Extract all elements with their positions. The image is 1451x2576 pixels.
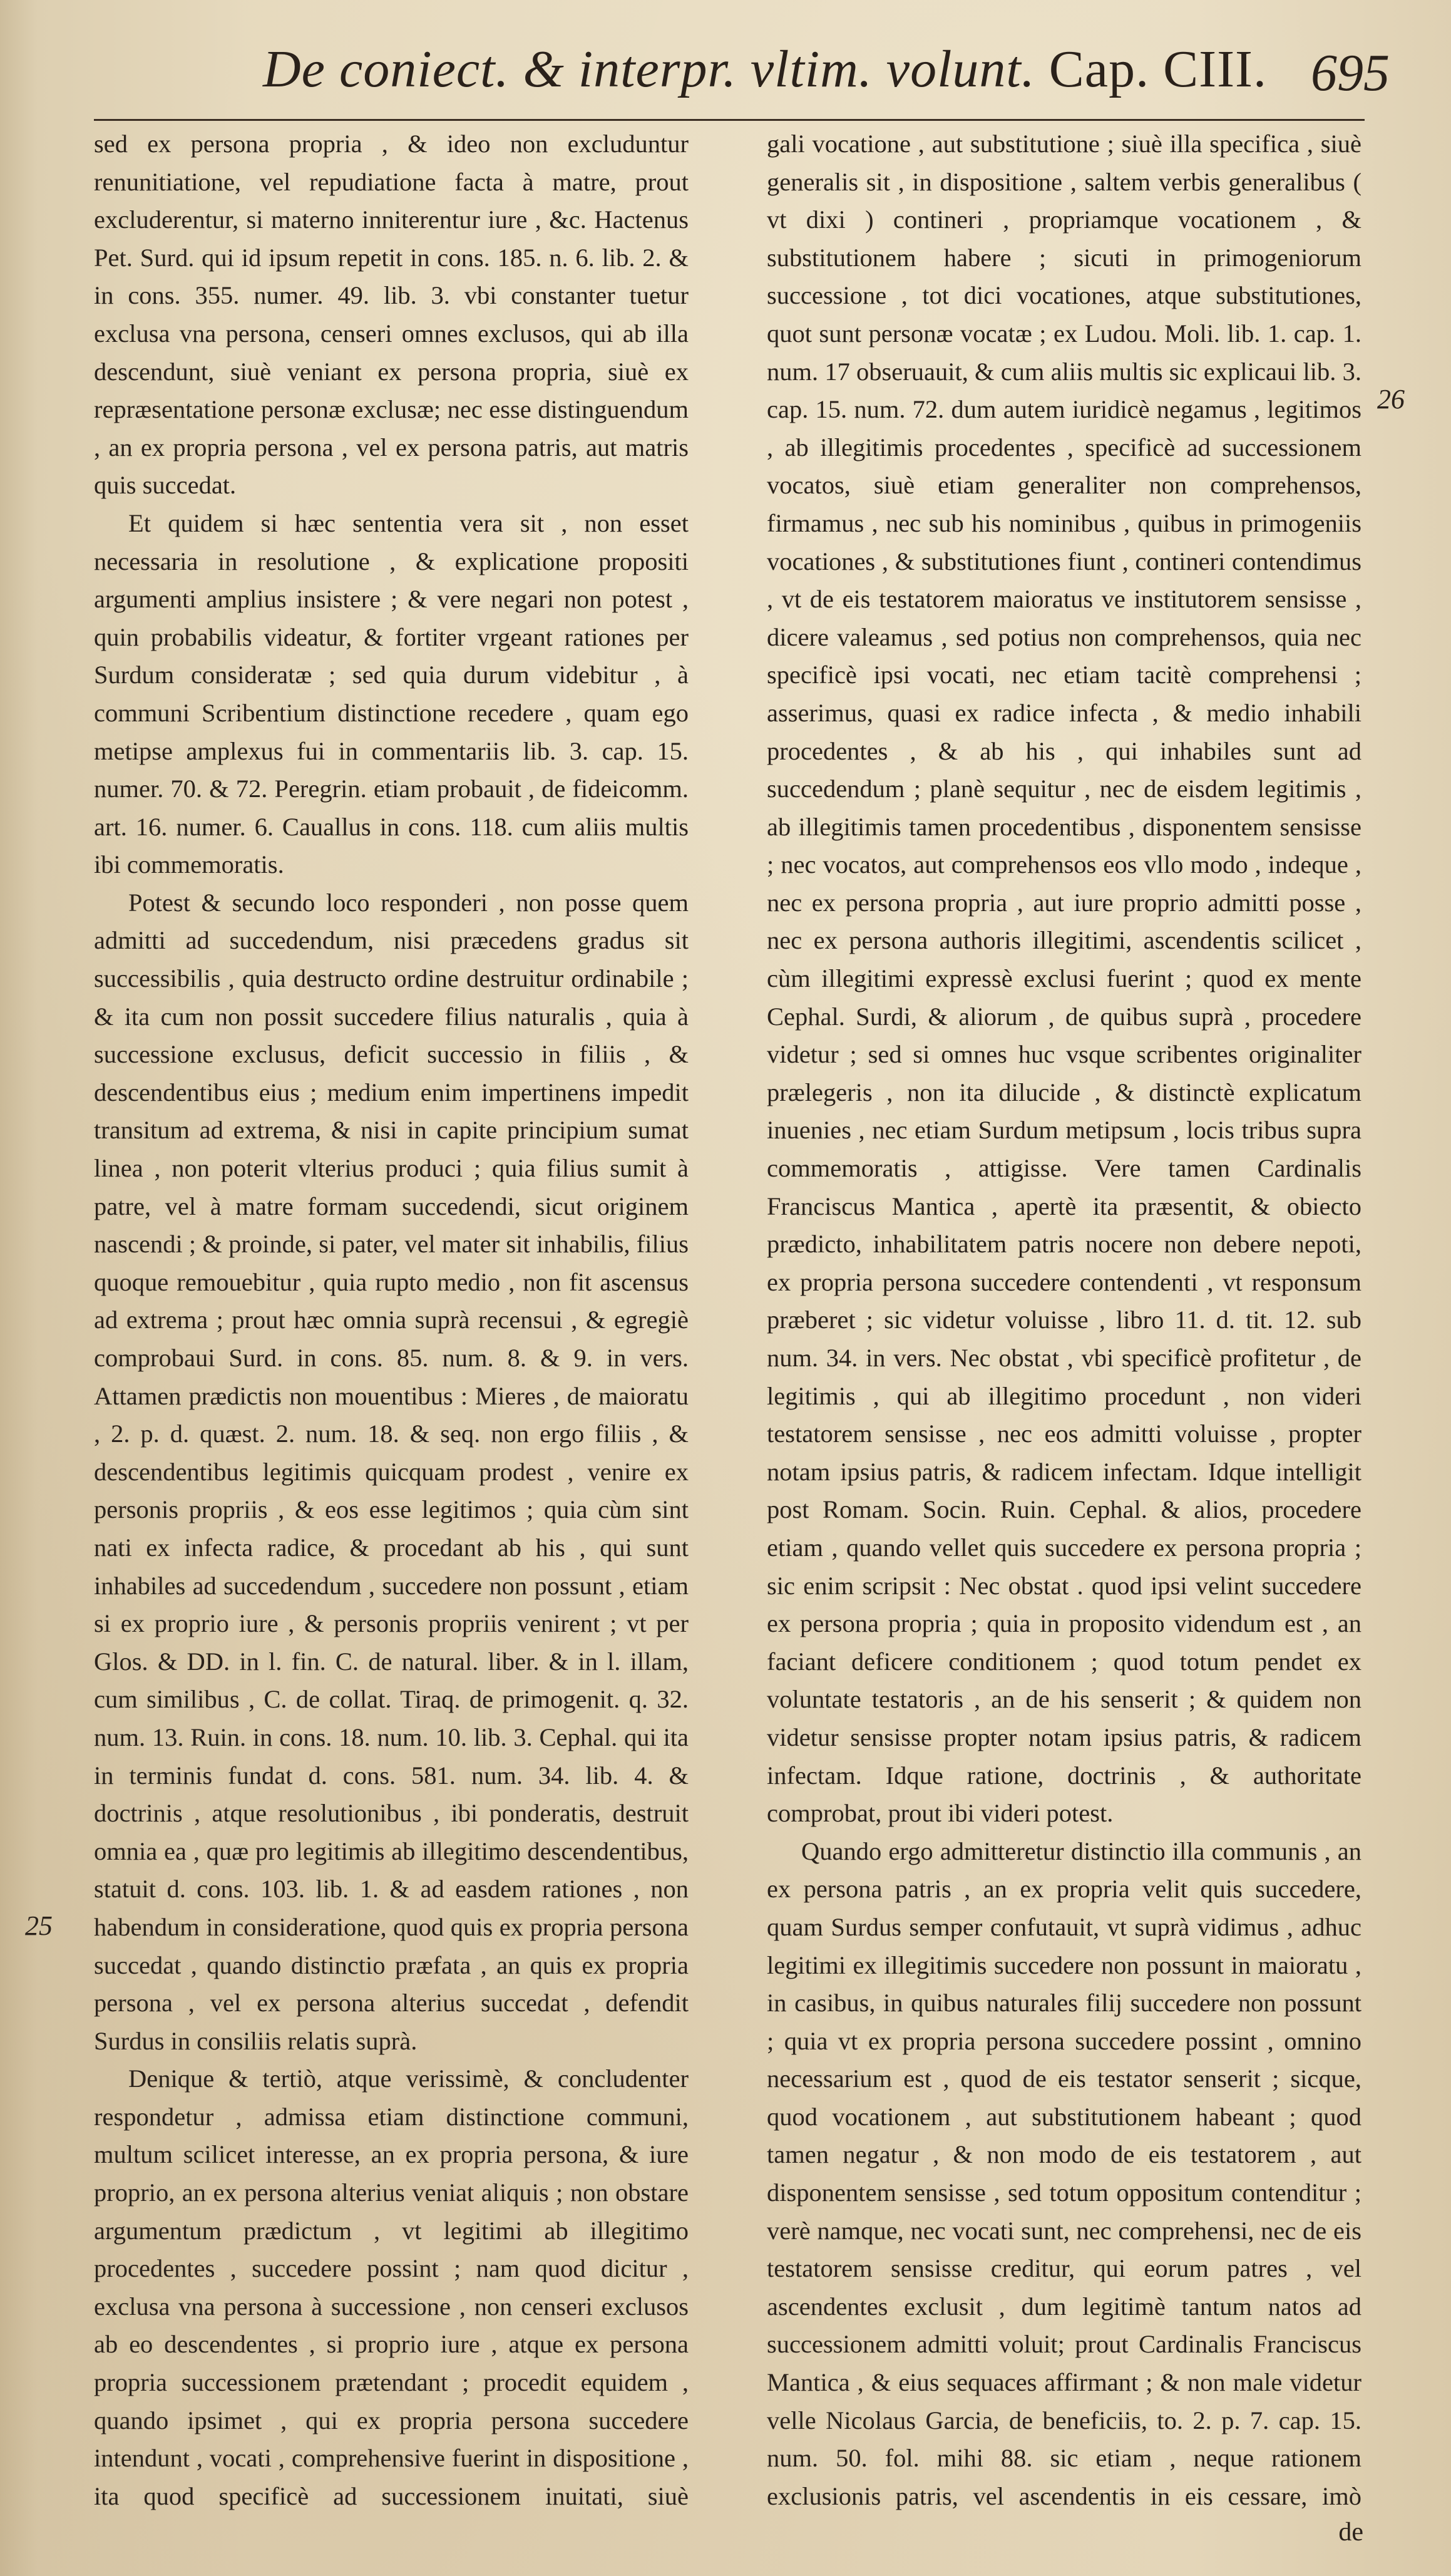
chapter-number: Cap. CIII.: [1049, 40, 1268, 98]
paragraph: Quando ergo admitteretur distinctio illa communis , an ex persona patris , an ex propria velit quis succedere, quam Surdus semper confutauit, vt suprà vidimus , adhuc legitimi ex illegitimis succedere non possunt in maioratu , in casibus, in quibus naturales filij succedere non possunt ; quia vt ex propria persona succedere possint , omnino necessarium est , quod de eis testator senserit ; sicque, quod vocationem , aut substitutionem habeant ; quod tamen negatur , & non modo de eis testatorem , aut disponentem sensisse , sed totum oppositum contenditur ; verè namque, nec vocati sunt, nec comprehensi, nec de eis testatorem sensisse creditur, qui eorum patres , vel ascendentes exclusit , dum legitimè tantum natos ad successionem admitti voluit; prout Cardinalis Franciscus Mantica , & eius sequaces affirmant ; & non male videtur velle Nicolaus Garcia, de beneficiis, to. 2. p. 7. cap. 15. num. 50. fol. mihi 88. sic etiam , neque rationem exclusionis patris, vel ascendentis in eis cessare, imò: [767, 1837, 1361, 2510]
paragraph: gali vocatione , aut substitutione ; siuè illa specifica , siuè generalis sit , in dispositione , saltem verbis generalibus ( vt dixi ) contineri , propriamque vocationem , & substitutionem habere ; sicuti in primogeniorum successione , tot dici vocationes, atque substitutiones, quot sunt personæ vocatæ ; ex Ludou. Moli. lib. 1. cap. 1. num. 17 obseruauit, & cum aliis multis sic explicaui lib. 3. cap. 15. num. 72. dum autem iuridicè negamus , legitimos , ab illegitimis procedentes , specificè ad successionem vocatos, siuè etiam generaliter non comprehensos, firmamus , nec sub his nominibus , quibus in primogeniis vocationes , & substitutiones fiunt , contineri contendimus , vt de eis testatorem maioratus ve institutorem sensisse , dicere valeamus , sed potius non comprehensos, quia nec specificè ipsi vocati, nec etiam tacitè comprehensi ; asserimus, quasi ex radice infecta , & medio inhabili procedentes , & ab his , qui inhabiles sunt ad succedendum ; planè sequitur , nec de eisdem legitimis , ab illegitimis tamen procedentibus , disponentem sensisse ; nec vocatos, aut comprehensos eos vllo modo , indeque , nec ex persona propria , aut iure proprio admitti posse , nec ex persona authoris illegitimi, ascendentis scilicet , cùm illegitimi expressè exclusi fuerint ; quod ex mente Cephal. Surdi, & aliorum , de quibus suprà , procedere videtur ; sed si omnes huc vsque scribentes originaliter prælegeris , non ita dilucide , & distinctè explicatum inuenies , nec etiam Surdum metipsum , locis tribus supra commemoratis , attigisse. Vere tamen Cardinalis Franciscus Mantica , apertè ita præsentit, & obiecto prædicto, inhabilitatem patris nocere non debere nepoti, ex propria persona succedere contendenti , vt responsum præberet ; sic videtur voluisse , libro 11. d. tit. 12. sub num. 34. in vers. Nec obstat , vbi specificè profitetur , de legitimis , qui ab illegitimo procedunt , non videri testatorem sensisse , nec eos admitti voluisse , propter notam ipsius patris, & radicem infectam. Idque intelligit post Romam. Socin. Ruin. Cephal. & alios, procedere etiam , quando vellet quis succedere ex persona propria ; sic enim scripsit : Nec obstat . quod ipsi velint succedere ex persona propria ; quia in proposito videndum est , an faciant deficere conditionem ; quod totum pendet ex voluntate testatoris , an de his senserit ; & quidem non videtur sensisse propter notam ipsius patris, & radicem infectam. Idque ratione, doctrinis , & authoritate comprobat, prout ibi videri potest.: [767, 130, 1361, 1828]
page-number: 695: [1311, 44, 1390, 102]
paragraph: Denique & tertiò, atque verissimè, & concludenter respondetur , admissa etiam distinctione communi, multum scilicet interesse, an ex propria persona, & iure proprio, an ex persona alterius veniat aliquis ; non obstare argumentum prædictum , vt legitimi ab illegitimo procedentes , succedere possint ; nam quod dicitur , exclusa vna persona à successione , non censeri exclusos ab eo descendentes , si proprio iure , atque ex persona propria successionem prætendant ; procedit equidem , quando ipsimet , qui ex propria persona succedere intendunt , vocati , comprehensive fuerint in dispositione , ita quod specificè ad successionem inuitati, siuè: [94, 2064, 689, 2510]
running-title-text: De coniect. & interpr. vltim. volunt.: [263, 40, 1035, 98]
catchword: de: [1338, 2518, 1363, 2547]
paragraph: Et quidem si hæc sententia vera sit , non esset necessaria in resolutione , & explicatione propositi argumenti amplius insistere ; & vere negari non potest , quin probabilis videatur, & fortiter vrgeant rationes per Surdum consideratæ ; sed quia durum videbitur , à communi Scribentium distinctione recedere , quam ego metipse amplexus fui in commentariis lib. 3. cap. 15. numer. 70. & 72. Peregrin. etiam probauit , de fideicomm. art. 16. numer. 6. Cauallus in cons. 118. cum aliis multis ibi commemoratis.: [94, 508, 689, 879]
paragraph: Potest & secundo loco responderi , non posse quem admitti ad succedendum, nisi præcedens gradus sit successibilis , quia destructo ordine destruitur ordinabile ; & ita cum non possit succedere filius naturalis , quia à successione exclusus, deficit successio in filiis , & descendentibus eius ; medium enim impertinens impedit transitum ad extrema, & nisi in capite principium sumat linea , non poterit vlterius produci ; quia filius sumit à patre, vel à matre formam succedendi, sicut originem nascendi ; & proinde, si pater, vel mater sit inhabilis, filius quoque remouebitur , quia rupto medio , non fit ascensus ad extrema ; prout hæc omnia suprà recensui , & egregiè comprobaui Surd. in cons. 85. num. 8. & 9. in vers. Attamen prædictis non mouentibus : Mieres , de maioratu , 2. p. d. quæst. 2. num. 18. & seq. non ergo filiis , & descendentibus legitimis quicquam prodest , venire ex personis propriis , & eos esse legitimos ; quia cùm sint nati ex infecta radice, & procedant ab his , qui sunt inhabiles ad succedendum , succedere non possunt , etiam si ex proprio iure , & personis propriis venirent ; vt per Glos. & DD. in l. fin. C. de natural. liber. & in l. illam, cum similibus , C. de collat. Tiraq. de primogenit. q. 32. num. 13. Ruin. in cons. 18. num. 10. lib. 3. Cephal. qui ita in terminis fundat d. cons. 581. num. 34. lib. 4. & doctrinis , atque resolutionibus , ibi ponderatis, destruit omnia ea , quæ pro legitimis ab illegitimo descendentibus, statuit d. cons. 103. lib. 1. & ad easdem rationes , non habendum in consideratione, quod quis ex propria persona succedat , quando distinctio præfata , an quis ex propria persona , vel ex persona alterius succedat , defendit Surdus in consiliis relatis suprà.: [94, 888, 689, 2055]
margin-number-left: 25: [25, 1910, 53, 1941]
running-title: [263, 39, 1267, 100]
page-header: [263, 39, 1390, 114]
left-column: [94, 125, 689, 2511]
right-column: [767, 125, 1361, 2511]
paragraph: sed ex persona propria , & ideo non excluduntur renunitiatione, vel repudiatione facta à matre, prout excluderentur, si materno inniterentur iure , &c. Hactenus Pet. Surd. qui id ipsum repetit in cons. 185. n. 6. lib. 2. & in cons. 355. numer. 49. lib. 3. vbi constanter tuetur exclusa vna persona, censeri omnes exclusos, qui ab illa descendunt, siuè veniant ex persona propria, siuè ex repræsentatione personæ exclusæ; nec esse distinguendum , an ex propria persona , vel ex persona patris, aut matris quis succedat.: [94, 130, 689, 500]
margin-number-right: 26: [1377, 384, 1405, 415]
header-rule: [94, 119, 1365, 121]
